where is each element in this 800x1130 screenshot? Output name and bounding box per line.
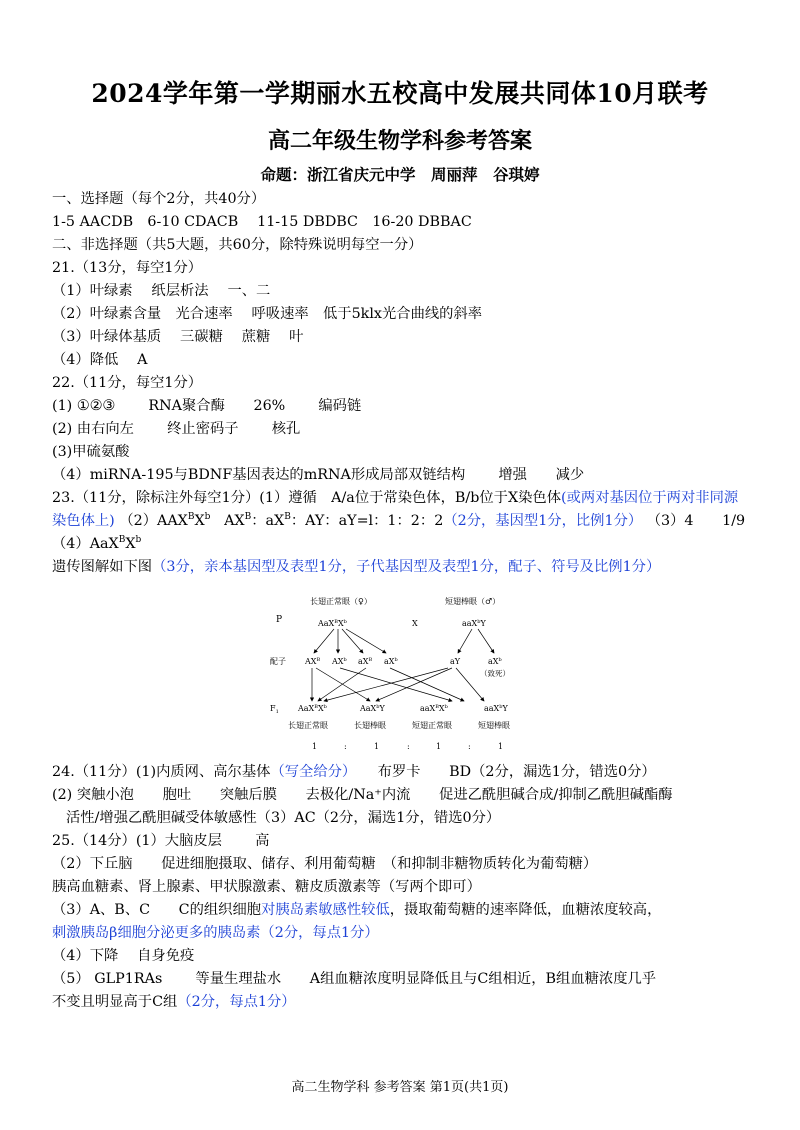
gamete: $aX^b$ [384, 657, 398, 666]
q21-heading: 21.（13分，每空1分） [52, 260, 203, 276]
genetic-cross-diagram [262, 596, 562, 756]
offspring-genotype: $AaX^BX^b$ [298, 704, 327, 713]
q25-line2: （2）下丘脑 促进细胞摄取、储存、利用葡萄糖 （和抑制非糖物质转化为葡萄糖） [52, 856, 598, 872]
ratio-value: 1 [498, 742, 504, 751]
section2-heading: 二、非选择题（共5大题，共60分，除特殊说明每空一分） [52, 237, 423, 253]
gamete: $aX^B$ [358, 657, 373, 666]
parent-male-phenotype: 短翅棒眼（♂） [445, 597, 501, 606]
ratio-value: 1 [374, 742, 380, 751]
offspring-phenotype: 长翅正常眼 [288, 721, 328, 730]
q22-heading: 22.（11分，每空1分） [52, 375, 203, 391]
parent-female-phenotype: 长翅正常眼（♀） [310, 597, 372, 606]
section1-heading: 一、选择题（每个2分，共40分） [52, 191, 266, 207]
answer-body-lower [52, 761, 752, 1014]
offspring-phenotype: 长翅棒眼 [354, 721, 386, 730]
offspring-genotype: aaX$^b$Y [484, 704, 508, 713]
parent-male-genotype: aaX$^b$Y [462, 619, 486, 628]
page-footer: 高二生物学科 参考答案 第1页(共1页) [291, 1080, 509, 1095]
q21-line4: （4）降低 A [52, 352, 148, 368]
q25-line5: 刺激胰岛β细胞分泌更多的胰岛素（2分，每点1分） [52, 925, 379, 941]
ratio-sep: : [468, 742, 471, 751]
gamete: aY [450, 657, 461, 666]
offspring-phenotype: 短翅棒眼 [478, 721, 510, 730]
gamete-lethal: $aX^b$ [488, 657, 502, 666]
exam-subtitle: 高二年级生物学科参考答案 [267, 128, 532, 154]
answer-body [52, 188, 760, 579]
q25-line4: （3）A、B、C C的组织细胞对胰岛素敏感性较低，摄取葡萄糖的速率降低，血糖浓度较高， [52, 902, 662, 918]
ratio-sep: : [407, 742, 410, 751]
author-line: 命题：浙江省庆元中学 周丽萍 谷琪婷 [260, 165, 540, 184]
offspring-phenotype: 短翅正常眼 [412, 721, 452, 730]
cross-symbol: X [412, 619, 418, 628]
q24-line3: 活性/增强乙酰胆碱受体敏感性（3）AC（2分，漏选1分，错选0分） [66, 810, 501, 826]
gamete: $AX^b$ [332, 657, 347, 666]
exam-title: 2024学年第一学期丽水五校高中发展共同体10月联考 [91, 79, 709, 108]
f1-label: $F_1$ [270, 704, 279, 715]
q24-line1: 24.（11分）(1)内质网、高尔基体（写全给分） 布罗卡 BD（2分，漏选1分，错选0分） [52, 764, 656, 780]
q24-line2: (2) 突触小泡 胞吐 突触后膜 去极化/Na⁺内流 促进乙酰胆碱合成/抑制乙酰胆碱酯酶 [52, 787, 673, 803]
parent-female-genotype: $AaX^BX^b$ [318, 619, 347, 628]
p-label: P [276, 615, 283, 625]
q25-line7: （5） GLP1RAs 等量生理盐水 A组血糖浓度明显降低且与C组相近，B组血糖浓度几乎 [52, 971, 657, 987]
q25-line1: 25.（14分）(1）大脑皮层 高 [52, 833, 270, 849]
gamete-label: 配子 [270, 657, 286, 666]
q22-line2: (2) 由右向左 终止密码子 核孔 [52, 421, 301, 437]
ratio-value: 1 [312, 742, 318, 751]
ratio-sep: : [344, 742, 347, 751]
offspring-genotype: AaX$^b$Y [360, 704, 385, 713]
q22-line4: （4）miRNA-195与BDNF基因表达的mRNA形成局部双链结构 增强 减少 [52, 467, 585, 483]
q25-line3: 胰高血糖素、肾上腺素、甲状腺激素、糖皮质激素等（写两个即可） [52, 879, 481, 895]
q23-diagram-note: 遗传图解如下图（3分，亲本基因型及表型1分，子代基因型及表型1分，配子、符号及比例1分） [52, 559, 661, 575]
offspring-genotype: $aaX^BX^b$ [420, 704, 448, 713]
q25-line6: （4）下降 自身免疫 [52, 948, 195, 964]
q21-line3: （3）叶绿体基质 三碳糖 蔗糖 叶 [52, 329, 304, 345]
q23-answer: 23.（11分，除标注外每空1分）(1）遵循 A/a位于常染色体，B/b位于X染色体(或两对基因位于两对非同源染色体上) $(2)AAX^BX^b$ $AX^B$：$aX^B$：AY：aY=l：1：2：2（2分，基因型1分，比例1分） （3）4 1/9 $(4)AaX^BX^b$ [52, 490, 760, 552]
q25-line8: 不变且明显高于C组（2分，每点1分） [52, 994, 296, 1010]
q21-line2: （2）叶绿素含量 光合速率 呼吸速率 低于5klx光合曲线的斜率 [52, 306, 483, 322]
section1-answers: 1-5 AACDB 6-10 CDACB 11-15 DBDBC 16-20 DBBAC [52, 214, 472, 230]
q22-line1: (1) ①②③ RNA聚合酶 26% 编码链 [52, 398, 362, 414]
q22-line3: (3)甲硫氨酸 [52, 444, 130, 460]
q21-line1: （1）叶绿素 纸层析法 一、二 [52, 283, 271, 299]
ratio-value: 1 [436, 742, 442, 751]
lethal-note: （致死） [480, 669, 510, 678]
gamete: $AX^B$ [305, 657, 321, 666]
